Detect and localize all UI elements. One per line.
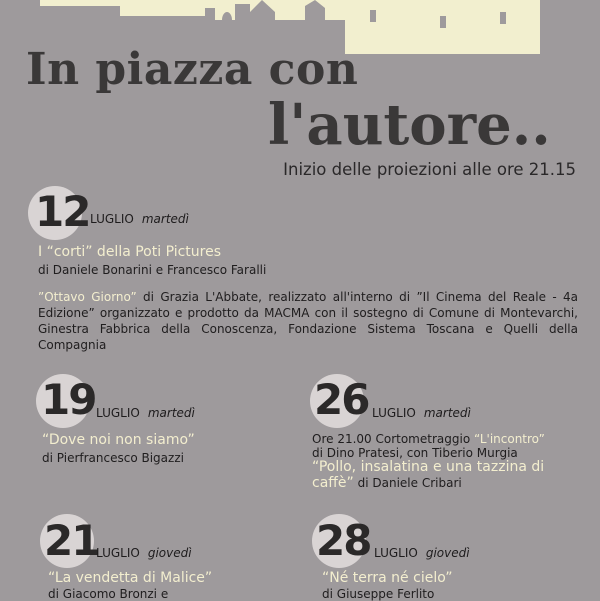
film-credit: di Daniele Bonarini e Francesco Faralli	[38, 263, 267, 277]
day-number: 28	[316, 516, 371, 565]
day-number: 19	[41, 375, 96, 424]
film-title: I “corti” della Poti Pictures	[38, 244, 222, 260]
film-title: “L'incontro”	[473, 432, 545, 446]
month-name: LUGLIO	[96, 546, 140, 560]
month-name: LUGLIO	[96, 406, 140, 420]
film-title: “Dove noi non siamo”	[42, 432, 195, 448]
film-credit: di Grazia L'Abbate, realizzato all'interno di ”Il Cinema del Reale - 4a Edizione” organizzato e prodotto da MACMA con il sostegno di Comune di Montevarchi, Ginestra Fabbrica della Conoscenza, Fondazione Sistema Toscana e Quelli della Compagnia	[38, 290, 578, 352]
screening-time	[312, 432, 545, 446]
film-title: “La vendetta di Malice”	[48, 570, 213, 586]
day-number: 12	[35, 187, 90, 236]
film-description	[38, 289, 578, 353]
film-credit: di Giacomo Bronzi e	[48, 587, 169, 601]
weekday: martedì	[423, 406, 471, 420]
weekday: giovedì	[425, 546, 470, 560]
screening-intro: Ore 21.00 Cortometraggio	[312, 432, 474, 446]
month-name: LUGLIO	[372, 406, 416, 420]
day-number: 26	[314, 375, 369, 424]
film-title-end: caffè”	[312, 475, 354, 491]
film-credit: di Daniele Cribari	[353, 476, 462, 490]
weekday: giovedì	[147, 546, 192, 560]
weekday: martedì	[147, 406, 195, 420]
weekday: martedì	[141, 212, 189, 226]
month-name: LUGLIO	[374, 546, 418, 560]
day-number: 21	[44, 516, 99, 565]
month-label	[372, 406, 471, 420]
month-label	[96, 546, 192, 560]
month-label	[90, 212, 189, 226]
poster-title-line1: In piazza con	[26, 44, 359, 95]
film-title: “Né terra né cielo”	[322, 570, 453, 586]
month-label	[374, 546, 470, 560]
poster-title-line2: l'autore..	[268, 92, 551, 158]
poster-subtitle: Inizio delle proiezioni alle ore 21.15	[283, 160, 576, 179]
film-title: ”Ottavo Giorno”	[38, 290, 137, 304]
film-credit: di Dino Pratesi, con Tiberio Murgia	[312, 446, 518, 460]
film-credit: di Pierfrancesco Bigazzi	[42, 451, 184, 465]
film-credit: di Giuseppe Ferlito	[322, 587, 435, 601]
film-credit-line	[312, 475, 462, 491]
month-name: LUGLIO	[90, 212, 134, 226]
film-title: “Pollo, insalatina e una tazzina di	[312, 459, 545, 475]
month-label	[96, 406, 195, 420]
